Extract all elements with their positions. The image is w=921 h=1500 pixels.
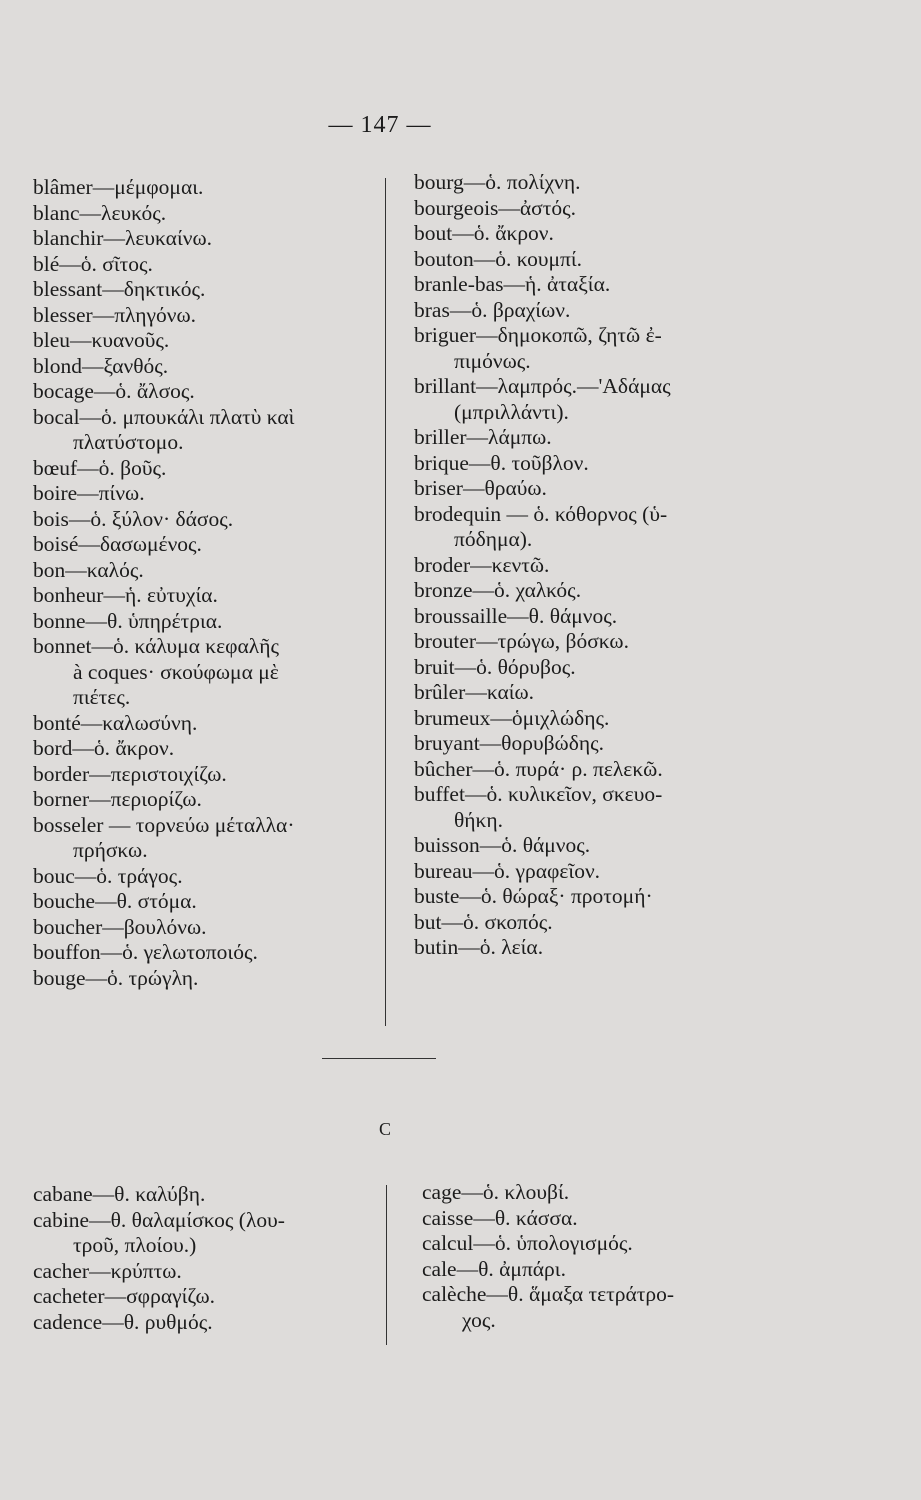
dictionary-entry: calèche—θ. ἅμαξα τετράτρο- xyxy=(422,1282,675,1306)
dictionary-entry: blanchir—λευκαίνω. xyxy=(33,226,212,250)
dictionary-entry: bonne—θ. ὑπηρέτρια. xyxy=(33,608,223,633)
dictionary-entry: briguer—δημοκοπῶ, ζητῶ ἐ- xyxy=(414,323,662,347)
dictionary-entry: bœuf—ὁ. βοῦς. xyxy=(33,455,167,480)
dictionary-entry: bourgeois—ἀστός. xyxy=(414,195,577,220)
dictionary-entry: bouc—ὁ. τράγος. xyxy=(33,863,183,888)
dictionary-entry: bon—καλός. xyxy=(33,557,144,582)
dictionary-entry: bonnet—ὁ. κάλυμα κεφαλῆς xyxy=(33,634,279,658)
dictionary-entry: blanc—λευκός. xyxy=(33,200,167,225)
dictionary-entry: bouche—θ. στόμα. xyxy=(33,889,197,913)
dictionary-entry: bois—ὁ. ξύλον· δάσος. xyxy=(33,506,234,531)
dictionary-entry: brouter—τρώγω, βόσκω. xyxy=(414,629,629,653)
dictionary-entry: πλατύστομο. xyxy=(73,430,184,454)
dictionary-entry: bord—ὁ. ἄκρον. xyxy=(33,736,175,760)
dictionary-entry: branle-bas—ἡ. ἀταξία. xyxy=(414,272,611,296)
dictionary-entry: boire—πίνω. xyxy=(33,481,145,505)
dictionary-entry: bocal—ὁ. μπουκάλι πλατὺ καὶ xyxy=(33,404,295,429)
dictionary-entry: cale—θ. ἀμπάρι. xyxy=(422,1256,566,1281)
dictionary-entry: τροῦ, πλοίου.) xyxy=(73,1233,197,1257)
dictionary-entry: χος. xyxy=(462,1307,496,1332)
dictionary-entry: πιμόνως. xyxy=(454,348,531,373)
dictionary-entry: buste—ὁ. θώραξ· προτομή· xyxy=(414,884,653,908)
dictionary-entry: bruit—ὁ. θόρυβος. xyxy=(414,654,576,679)
dictionary-entry: bleu—κυανοῦς. xyxy=(33,328,170,352)
dictionary-entry: bouffon—ὁ. γελωτοποιός. xyxy=(33,940,258,964)
dictionary-entry: πρήσκω. xyxy=(73,838,148,862)
dictionary-entry: θήκη. xyxy=(454,807,503,832)
dictionary-entry: cage—ὁ. κλουβί. xyxy=(422,1180,570,1204)
dictionary-entry: borner—περιορίζω. xyxy=(33,787,202,811)
dictionary-entry: bureau—ὁ. γραφεῖον. xyxy=(414,858,601,883)
section-letter: c xyxy=(378,1112,391,1141)
dictionary-entry: cacheter—σφραγίζω. xyxy=(33,1284,216,1308)
dictionary-entry: brumeux—ὁμιχλώδης. xyxy=(414,705,610,730)
dictionary-entry: butin—ὁ. λεία. xyxy=(414,935,544,959)
dictionary-entry: buffet—ὁ. κυλικεῖον, σκευο- xyxy=(414,782,663,806)
dictionary-entry: blond—ξανθός. xyxy=(33,353,169,378)
dictionary-entry: briser—θραύω. xyxy=(414,476,547,500)
dictionary-entry: calcul—ὁ. ὑπολογισμός. xyxy=(422,1231,633,1255)
page-number: — 147 — xyxy=(328,112,432,138)
dictionary-entry: bocage—ὁ. ἄλσος. xyxy=(33,379,195,403)
dictionary-entry: brodequin — ὁ. κόθορνος (ὑ- xyxy=(414,501,668,526)
dictionary-entry: briller—λάμπω. xyxy=(414,425,552,449)
dictionary-entry: πόδημα). xyxy=(454,527,533,551)
dictionary-entry: boisé—δασωμένος. xyxy=(33,532,202,556)
dictionary-entry: bosseler — τορνεύω μέταλλα· xyxy=(33,812,295,837)
dictionary-entry: πιέτες. xyxy=(73,685,131,709)
dictionary-entry: bronze—ὁ. χαλκός. xyxy=(414,578,582,602)
dictionary-column-b-right xyxy=(414,170,764,961)
dictionary-entry: cabane—θ. καλύβη. xyxy=(33,1182,206,1206)
dictionary-entry: bûcher—ὁ. πυρά· ρ. πελεκῶ. xyxy=(414,756,663,781)
dictionary-entry: caisse—θ. κάσσα. xyxy=(422,1205,578,1230)
dictionary-entry: brûler—καίω. xyxy=(414,680,535,704)
column-divider xyxy=(386,1185,387,1345)
dictionary-entry: cacher—κρύπτω. xyxy=(33,1258,182,1283)
dictionary-entry: brique—θ. τοῦβλον. xyxy=(414,450,589,475)
dictionary-entry: buisson—ὁ. θάμνος. xyxy=(414,833,591,857)
dictionary-entry: blé—ὁ. σῖτος. xyxy=(33,251,153,276)
dictionary-entry: bourg—ὁ. πολίχνη. xyxy=(414,170,581,194)
dictionary-entry: bras—ὁ. βραχίων. xyxy=(414,297,571,322)
dictionary-entry: bouge—ὁ. τρώγλη. xyxy=(33,965,199,990)
dictionary-entry: broussaille—θ. θάμνος. xyxy=(414,603,618,628)
dictionary-entry: cabine—θ. θαλαμίσκος (λου- xyxy=(33,1207,285,1232)
dictionary-entry: bonté—καλωσύνη. xyxy=(33,710,198,735)
dictionary-entry: bruyant—θορυβώδης. xyxy=(414,731,604,755)
dictionary-entry: blessant—δηκτικός. xyxy=(33,277,206,301)
dictionary-entry: brillant—λαμπρός.—'Αδάμας xyxy=(414,374,671,398)
dictionary-entry: boucher—βουλόνω. xyxy=(33,914,207,939)
dictionary-entry: bouton—ὁ. κουμπί. xyxy=(414,246,583,271)
dictionary-column-c-left xyxy=(33,1182,383,1335)
dictionary-entry: bout—ὁ. ἄκρον. xyxy=(414,221,554,245)
dictionary-entry: bonheur—ἡ. εὐτυχία. xyxy=(33,583,218,607)
dictionary-entry: (μπριλλάντι). xyxy=(454,399,569,424)
dictionary-entry: blesser—πληγόνω. xyxy=(33,302,197,327)
dictionary-column-b-left xyxy=(33,175,373,991)
dictionary-entry: blâmer—μέμφομαι. xyxy=(33,175,204,199)
column-divider xyxy=(385,178,386,1026)
dictionary-entry: cadence—θ. ρυθμός. xyxy=(33,1309,213,1334)
dictionary-entry: broder—κεντῶ. xyxy=(414,552,550,577)
dictionary-entry: border—περιστοιχίζω. xyxy=(33,761,227,786)
dictionary-entry: à coques· σκούφωμα μὲ xyxy=(73,659,279,684)
section-separator xyxy=(322,1058,436,1059)
dictionary-column-c-right xyxy=(422,1180,772,1333)
dictionary-entry: but—ὁ. σκοπός. xyxy=(414,909,553,934)
